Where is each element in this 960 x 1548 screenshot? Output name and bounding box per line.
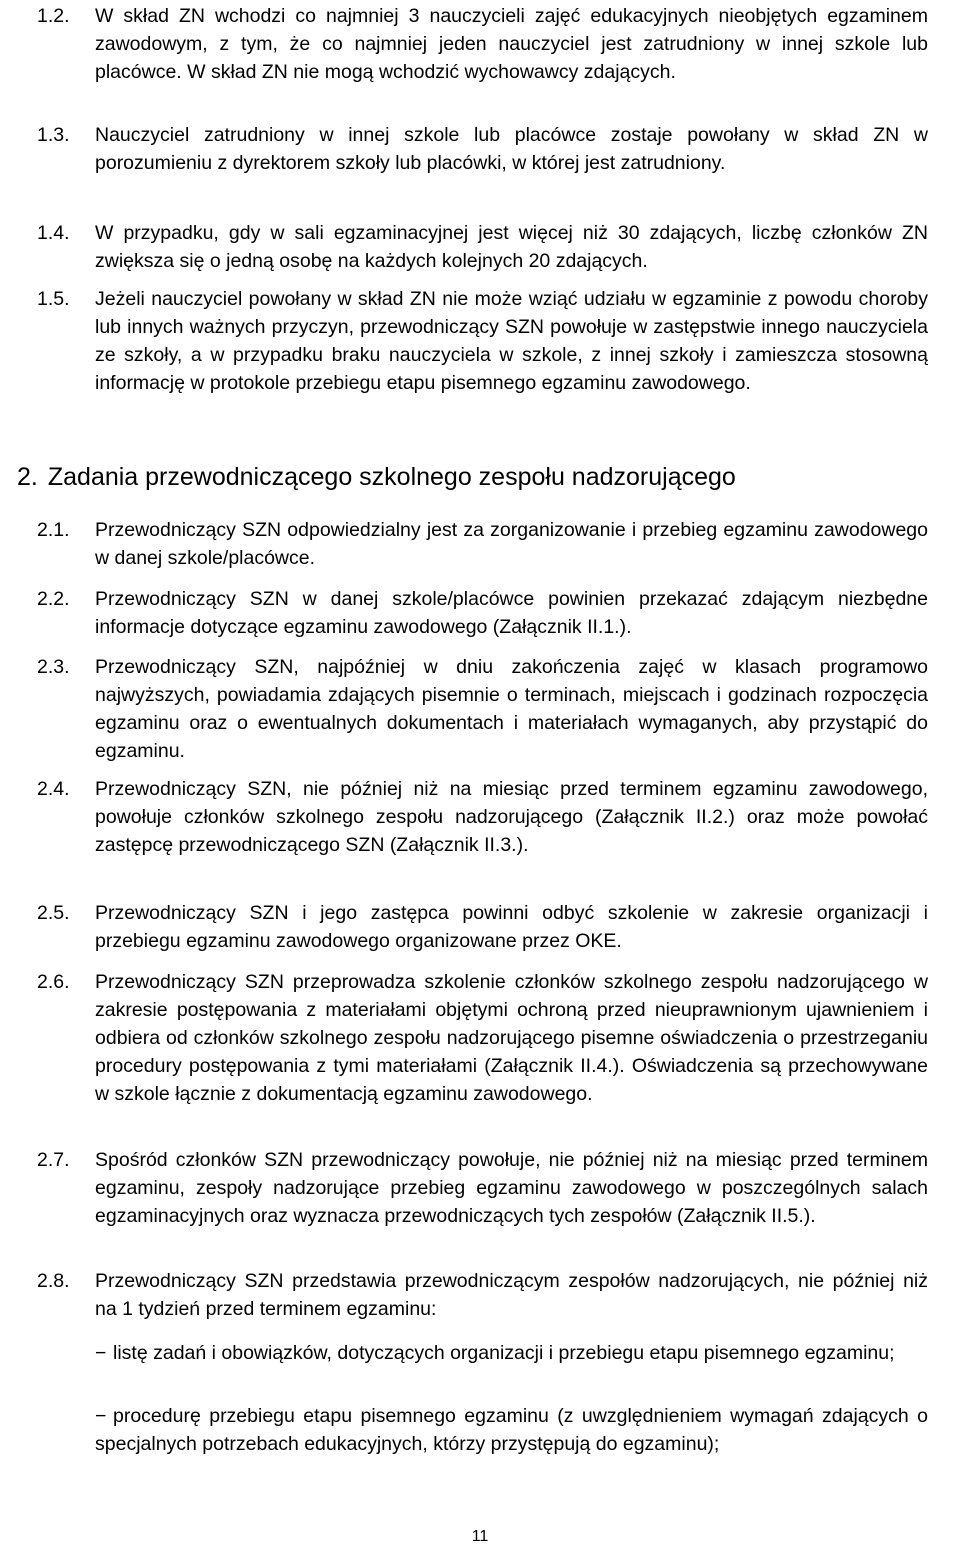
bullet-text: listę zadań i obowiązków, dotyczących organizacji i przebiegu etapu pisemnego egzaminu; xyxy=(113,1342,895,1364)
paragraph-text: Nauczyciel zatrudniony w innej szkole lub placówce zostaje powołany w skład ZN w porozumieniu z dyrektorem szkoły lub placówki, w której jest zatrudniony. xyxy=(95,124,928,174)
paragraph-2-6 xyxy=(37,968,928,1108)
paragraph-number: 1.4. xyxy=(37,222,70,244)
paragraph-1-3 xyxy=(37,121,928,177)
paragraph-text: Przewodniczący SZN, najpóźniej w dniu zakończenia zajęć w klasach programowo najwyższych, powiadamia zdających pisemnie o terminach, miejscach i godzinach rozpoczęcia egzaminu oraz o ewentualnych dokumentach i materiałach wymaganych, aby przystąpić do egzaminu. xyxy=(95,656,928,762)
section-number: 2. xyxy=(17,463,38,491)
paragraph-text: W skład ZN wchodzi co najmniej 3 nauczycieli zajęć edukacyjnych nieobjętych egzaminem zawodowym, z tym, że co najmniej jeden nauczyciel jest zatrudniony w innej szkole lub placówce. W skład ZN nie mogą wchodzić wychowawcy zdających. xyxy=(95,5,928,83)
paragraph-2-8 xyxy=(37,1267,928,1323)
paragraph-2-2 xyxy=(37,585,928,641)
paragraph-text: W przypadku, gdy w sali egzaminacyjnej jest więcej niż 30 zdających, liczbę członków ZN zwiększa się o jedną osobę na każdych kolejnych 20 zdających. xyxy=(95,222,928,272)
paragraph-number: 2.7. xyxy=(37,1149,70,1171)
paragraph-number: 2.3. xyxy=(37,656,70,678)
paragraph-text: Przewodniczący SZN w danej szkole/placówce powinien przekazać zdającym niezbędne informacje dotyczące egzaminu zawodowego (Załącznik II.1.). xyxy=(95,588,928,638)
paragraph-number: 2.4. xyxy=(37,778,70,800)
bullet-text: procedurę przebiegu etapu pisemnego egzaminu (z uwzględnieniem wymagań zdających o specjalnych potrzebach edukacyjnych, którzy przystępują do egzaminu); xyxy=(95,1405,928,1455)
paragraph-1-2 xyxy=(37,2,928,86)
paragraph-number: 2.8. xyxy=(37,1270,70,1292)
section-title: Zadania przewodniczącego szkolnego zespołu nadzorującego xyxy=(47,463,736,491)
paragraph-number: 2.6. xyxy=(37,971,70,993)
paragraph-2-4 xyxy=(37,775,928,859)
paragraph-text: Przewodniczący SZN przeprowadza szkolenie członków szkolnego zespołu nadzorującego w zakresie postępowania z materiałami objętymi ochroną przed nieuprawnionym ujawnieniem i odbiera od członków szkolnego zespołu nadzorującego pisemne oświadczenia o przestrzeganiu procedury postępowania z tymi materiałami (Załącznik II.4.). Oświadczenia są przechowywane w szkole łącznie z dokumentacją egzaminu zawodowego. xyxy=(95,971,928,1105)
dash-bullet-icon: − xyxy=(95,1405,107,1427)
paragraph-number: 2.2. xyxy=(37,588,70,610)
bullet-item xyxy=(95,1339,928,1367)
paragraph-number: 1.2. xyxy=(37,5,70,27)
paragraph-text: Przewodniczący SZN i jego zastępca powinni odbyć szkolenie w zakresie organizacji i przebiegu egzaminu zawodowego organizowane przez OKE. xyxy=(95,902,928,952)
paragraph-1-4 xyxy=(37,219,928,275)
paragraph-number: 2.5. xyxy=(37,902,70,924)
paragraph-number: 1.5. xyxy=(37,288,70,310)
paragraph-text: Spośród członków SZN przewodniczący powołuje, nie później niż na miesiąc przed terminem egzaminu, zespoły nadzorujące przebieg egzaminu zawodowego w poszczególnych salach egzaminacyjnych oraz wyznacza przewodniczących tych zespołów (Załącznik II.5.). xyxy=(95,1149,928,1227)
paragraph-1-5 xyxy=(37,285,928,397)
dash-bullet-icon: − xyxy=(95,1342,107,1364)
paragraph-text: Jeżeli nauczyciel powołany w skład ZN nie może wziąć udziału w egzaminie z powodu choroby lub innych ważnych przyczyn, przewodniczący SZN powołuje w zastępstwie innego nauczyciela ze szkoły, a w przypadku braku nauczyciela w szkole, z innej szkoły i zamieszcza stosowną informację w protokole przebiegu etapu pisemnego egzaminu zawodowego. xyxy=(95,288,928,394)
paragraph-2-7 xyxy=(37,1146,928,1230)
bullet-item xyxy=(95,1402,928,1458)
paragraph-2-5 xyxy=(37,899,928,955)
paragraph-number: 1.3. xyxy=(37,124,70,146)
section-heading xyxy=(17,460,736,494)
paragraph-2-3 xyxy=(37,653,928,765)
page-number: 11 xyxy=(471,1528,489,1545)
paragraph-text: Przewodniczący SZN odpowiedzialny jest za zorganizowanie i przebieg egzaminu zawodowego w danej szkole/placówce. xyxy=(95,519,928,569)
paragraph-2-1 xyxy=(37,516,928,572)
paragraph-number: 2.1. xyxy=(37,519,70,541)
paragraph-text: Przewodniczący SZN, nie później niż na miesiąc przed terminem egzaminu zawodowego, powołuje członków szkolnego zespołu nadzorującego (Załącznik II.2.) oraz może powołać zastępcę przewodniczącego SZN (Załącznik II.3.). xyxy=(95,778,928,856)
paragraph-text: Przewodniczący SZN przedstawia przewodniczącym zespołów nadzorujących, nie później niż na 1 tydzień przed terminem egzaminu: xyxy=(95,1270,928,1320)
